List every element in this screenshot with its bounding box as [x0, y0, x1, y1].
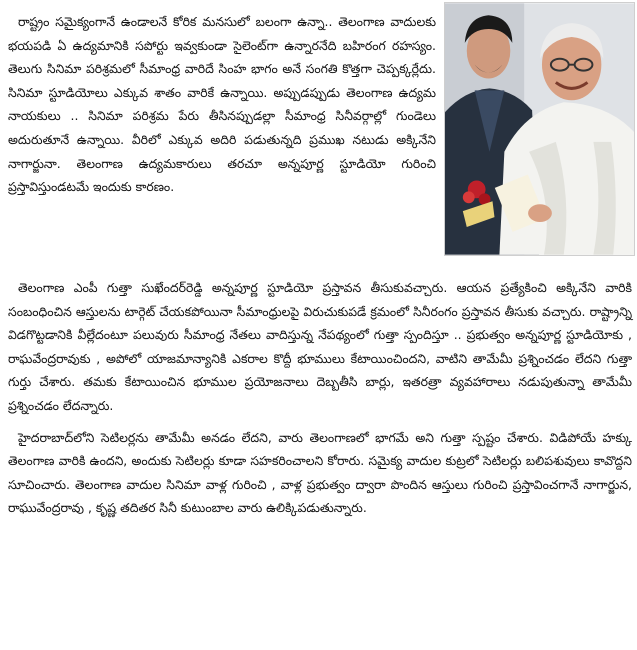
article-paragraph-2: తెలంగాణ ఎంపీ గుత్తా సుఖేందర్‌రెడ్డి అన్నపూర్ణ స్టూడియో ప్రస్తావన తీసుకువచ్చారు. ఆయన ప్రత్యేకించి అక్కినేని వారికి సంబంధించిన ఆస్తులను టార్గెట్ చేయకపోయినా సీమాంధ్రులపై విరుచుకుపడే క్రమంలో సినీరంగం ప్రస్తావన తీసుకు వచ్చారు. రాష్ట్రాన్ని విడగొట్టడానికి వీల్లేదంటూ పలువురు సీమాంధ్ర నేతలు వాదిస్తున్న నేపథ్యంలో గుత్తా స్పందిస్తూ .. ప్రభుత్వం అన్నపూర్ణ స్టూడియోకు , రాఘవేంద్రరావుకు , అపోలో యాజమాన్యానికి ఎకరాల కొద్దీ భూములు కేటాయించిందని, వాటిని తామేమీ ప్రశ్నించడం లేదని గుత్తా గుర్తు చేశారు. తమకు కేటాయించిన భూముల ప్రయోజనాలు దెబ్బతీసి బార్లు, ఇతరత్రా వ్యవహారాలు నడుపుతున్నా తామేమీ ప్రశ్నించడం లేదన్నారు.: [8, 280, 632, 413]
article-body-text: [8, 276, 632, 528]
article-intro-text: [8, 10, 436, 207]
article-paragraph-1: రాష్ట్రం సమైక్యంగానే ఉండాలనే కోరిక మనసులో బలంగా ఉన్నా.. తెలంగాణ వాదులకు భయపడి ఏ ఉద్యమానికి సపోర్టు ఇవ్వకుండా సైలెంట్‌గా ఉన్నారనేది బహిరంగ రహస్యం. తెలుగు సినిమా పరిశ్రమలో సీమాంధ్ర వారిదే సింహ భాగం అనే సంగతి కొత్తగా చెప్పక్కర్లేదు. సినిమా స్టూడియోలు ఎక్కువ శాతం వారికే ఉన్నాయి. అప్పుడప్పుడు తెలంగాణ ఉద్యమ నాయకులు .. సినిమా పరిశ్రమ పేరు తీసినప్పుడల్లా సీమాంధ్ర సినీవర్గాల్లో గుండెలు అదురుతూనే ఉన్నాయి. వీరిలో ఎక్కువ అదిరి పడుతున్నది ప్రముఖ నటుడు అక్కినేని నాగార్జునా. తెలంగాణ ఉద్యమకారులు తరచూ అన్నపూర్ణ స్టూడియో గురించి ప్రస్తావిస్తుండటమే ఇందుకు కారణం.: [8, 14, 436, 195]
article-photo: [444, 2, 635, 256]
article-paragraph-3: హైదరాబాద్‌లోని సెటిలర్లను తామేమీ అనడం లేదని, వారు తెలంగాణలో భాగమే అని గుత్తా స్పష్టం చేశారు. విడిపోయే హక్కు తెలంగాణ వారికి ఉందని, అందుకు సెటిలర్లు కూడా సహకరించాలని కోరారు. సమైక్య వాదుల కుట్రలో సెటిలర్లు బలిపశువులు కావొద్దని సూచించారు. తెలంగాణ వాదుల సినిమా వాళ్ల గురించి , వాళ్ల ప్రభుత్వం ద్వారా పొందిన ఆస్తులు గురించి ప్రస్తావించగానే నాగార్జున, రాఘువేంద్రరావు , కృష్ణ తదితర సినీ కుటుంబాల వారు ఉలిక్కిపడుతున్నారు.: [8, 429, 632, 516]
portrait-photo-icon: [445, 3, 634, 255]
